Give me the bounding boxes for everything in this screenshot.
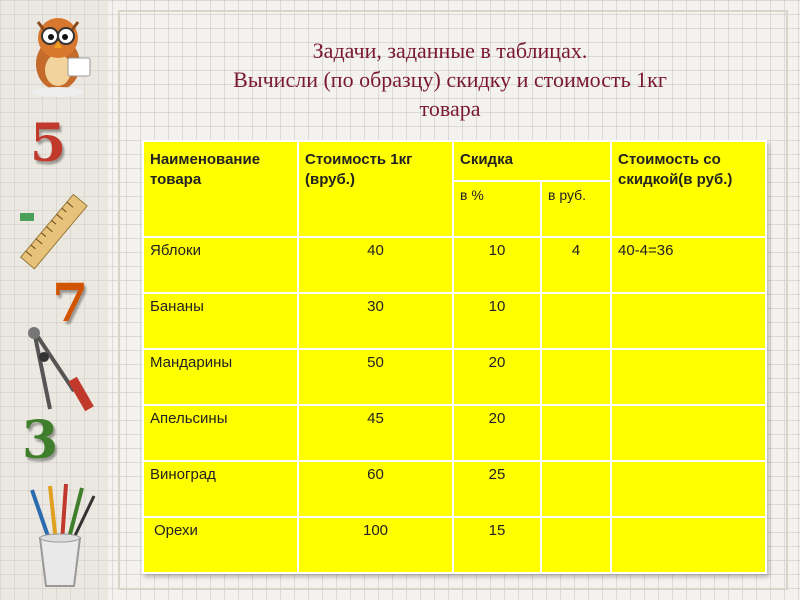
digit-three: 3 <box>22 410 59 471</box>
table-header-row <box>143 141 766 181</box>
cell-price: 30 <box>298 293 453 349</box>
pencil-cup-icon <box>20 482 100 592</box>
header-discount-percent: в % <box>453 181 541 237</box>
table-row <box>143 461 766 517</box>
slide-title <box>150 36 750 123</box>
cell-result: 40-4=36 <box>611 237 766 293</box>
owl-icon <box>18 8 98 98</box>
cell-discount-percent: 15 <box>453 517 541 573</box>
header-price: Стоимость 1кг (вруб.) <box>298 141 453 237</box>
cell-name: Мандарины <box>143 349 298 405</box>
cell-price: 50 <box>298 349 453 405</box>
table-row <box>143 349 766 405</box>
cell-name: Виноград <box>143 461 298 517</box>
cell-price: 40 <box>298 237 453 293</box>
digit-five: 5 <box>30 113 67 174</box>
cell-discount-rub <box>541 517 611 573</box>
cell-result <box>611 517 766 573</box>
discount-table <box>142 140 767 574</box>
cell-result <box>611 349 766 405</box>
cell-name: Бананы <box>143 293 298 349</box>
cell-discount-rub: 4 <box>541 237 611 293</box>
cell-price: 60 <box>298 461 453 517</box>
cell-discount-rub <box>541 461 611 517</box>
cell-price: 45 <box>298 405 453 461</box>
cell-discount-percent: 20 <box>453 349 541 405</box>
cell-discount-percent: 10 <box>453 293 541 349</box>
title-line-1: Задачи, заданные в таблицах. <box>312 38 588 63</box>
decorative-sidebar <box>0 0 108 600</box>
header-discount: Скидка <box>453 141 611 181</box>
digit-seven: 7 <box>52 273 89 334</box>
header-discount-rub: в руб. <box>541 181 611 237</box>
cell-discount-rub <box>541 349 611 405</box>
header-discounted-price: Стоимость со скидкой(в руб.) <box>611 141 766 237</box>
title-line-3: товара <box>419 96 481 121</box>
cell-name: Орехи <box>143 517 298 573</box>
table-row <box>143 237 766 293</box>
cell-price: 100 <box>298 517 453 573</box>
header-name: Наименование товара <box>143 141 298 237</box>
compass-icon <box>14 325 104 415</box>
cell-discount-percent: 10 <box>453 237 541 293</box>
cell-discount-percent: 20 <box>453 405 541 461</box>
cell-name: Яблоки <box>143 237 298 293</box>
cell-discount-rub <box>541 293 611 349</box>
cell-discount-percent: 25 <box>453 461 541 517</box>
table-row <box>143 293 766 349</box>
title-line-2: Вычисли (по образцу) скидку и стоимость 1кг <box>233 67 667 92</box>
cell-name: Апельсины <box>143 405 298 461</box>
cell-result <box>611 293 766 349</box>
cell-result <box>611 405 766 461</box>
ruler-icon <box>14 185 94 280</box>
cell-result <box>611 461 766 517</box>
table-row <box>143 517 766 573</box>
table-row <box>143 405 766 461</box>
cell-discount-rub <box>541 405 611 461</box>
